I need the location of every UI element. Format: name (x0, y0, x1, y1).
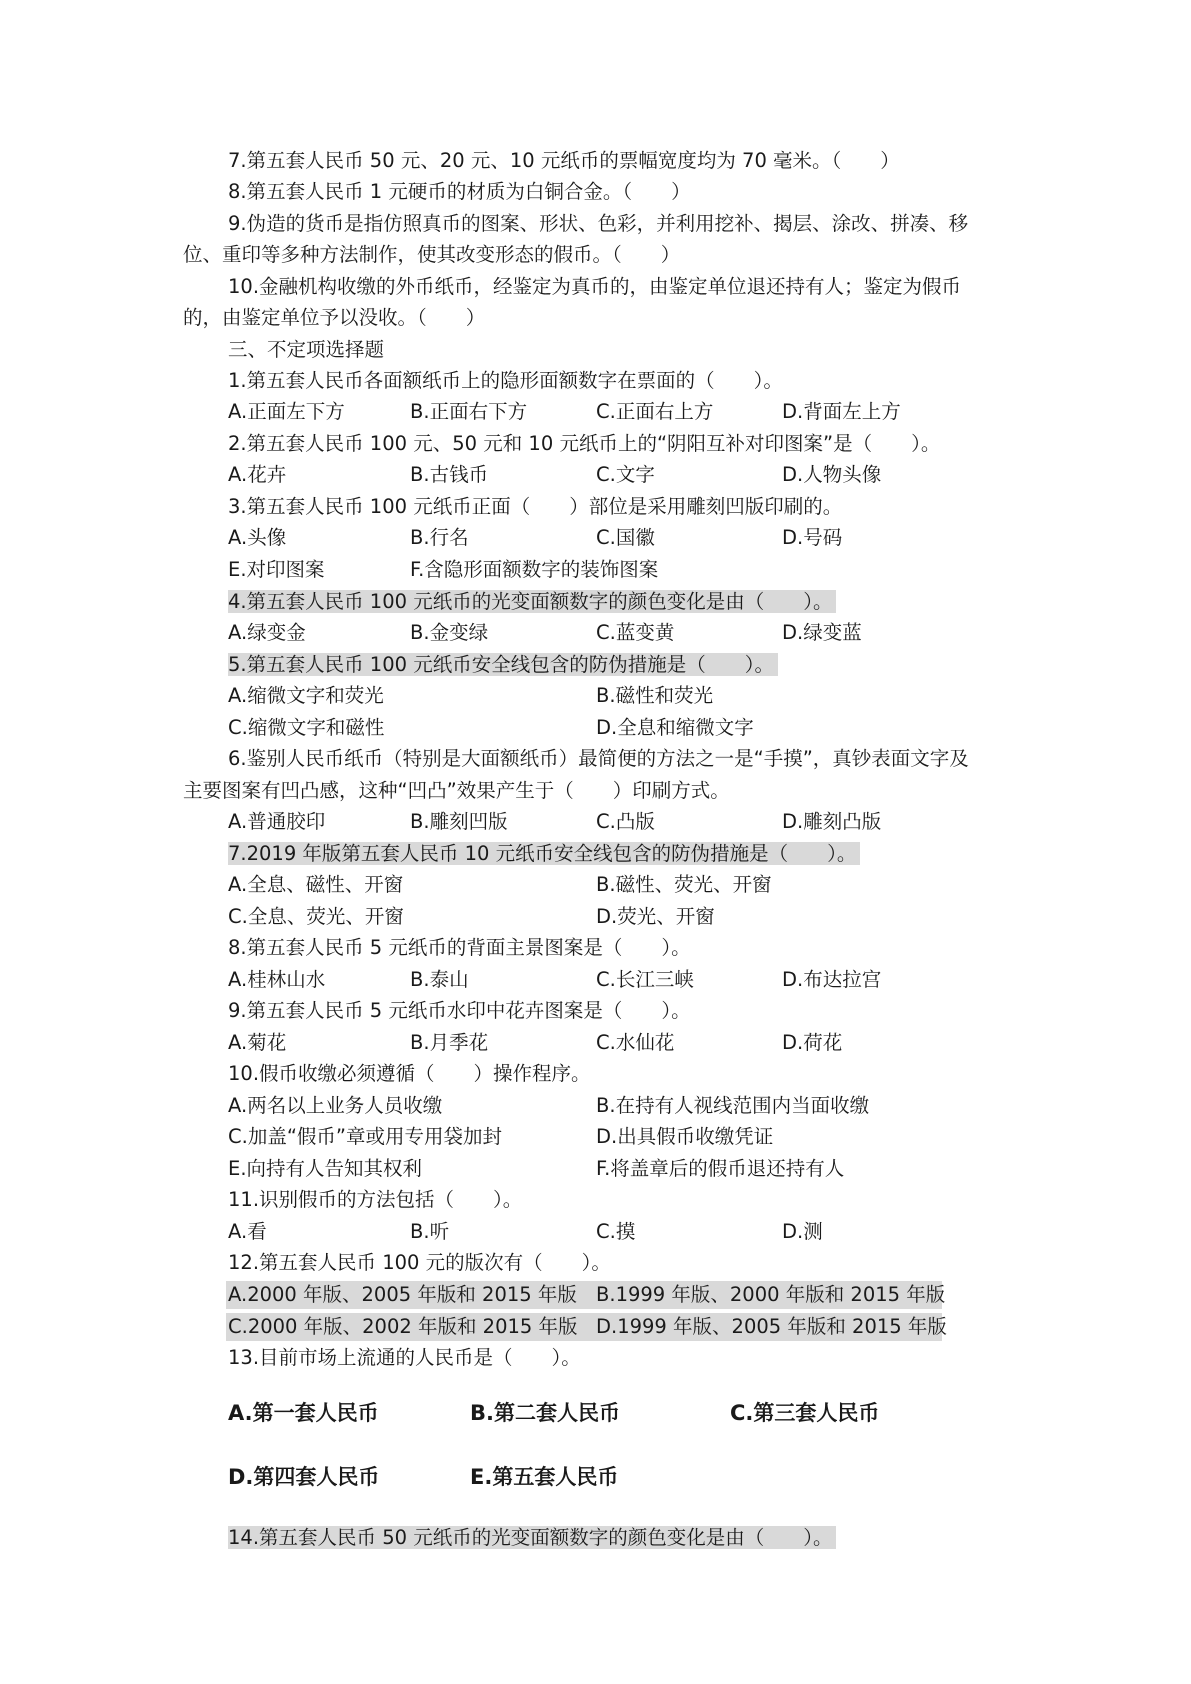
mc-question-3-option-e: E.对印图案 (228, 558, 325, 581)
mc-question-2-stem: 2.第五套人民币 100 元、50 元和 10 元纸币上的“阴阳互补对印图案”是（ ）。 (228, 432, 941, 455)
mc-question-4-stem (228, 587, 836, 617)
mc-question-6-stem-line2: 主要图案有凹凸感，这种“凹凸”效果产生于（ ）印刷方式。 (183, 779, 730, 802)
mc-question-1-option-a: A.正面左下方 (228, 400, 345, 423)
mc-question-2-option-c: C.文字 (596, 463, 655, 486)
tf-question-8: 8.第五套人民币 1 元硬币的材质为白铜合金。（ ） (228, 180, 691, 203)
mc-question-10-option-b: B.在持有人视线范围内当面收缴 (596, 1094, 870, 1117)
mc-question-5-option-a: A.缩微文字和荧光 (228, 684, 384, 707)
mc-question-8-stem: 8.第五套人民币 5 元纸币的背面主景图案是（ ）。 (228, 936, 691, 959)
mc-question-10-option-d: D.出具假币收缴凭证 (596, 1125, 774, 1148)
mc-question-9-option-d: D.荷花 (782, 1031, 843, 1054)
mc-question-6-option-c: C.凸版 (596, 810, 655, 833)
mc-question-2-option-d: D.人物头像 (782, 463, 882, 486)
mc-question-3-option-a: A.头像 (228, 526, 287, 549)
highlight: 4.第五套人民币 100 元纸币的光变面额数字的颜色变化是由（ ）。 (228, 590, 836, 613)
mc-question-10-stem: 10.假币收缴必须遵循（ ）操作程序。 (228, 1062, 591, 1085)
mc-question-1-stem: 1.第五套人民币各面额纸币上的隐形面额数字在票面的（ ）。 (228, 369, 783, 392)
mc-question-12-option-b: B.1999 年版、2000 年版和 2015 年版 (596, 1283, 946, 1306)
mc-question-4-option-b: B.金变绿 (410, 621, 489, 644)
mc-question-10-option-f: F.将盖章后的假币退还持有人 (596, 1157, 845, 1180)
mc-question-2-option-b: B.古钱币 (410, 463, 489, 486)
tf-question-7: 7.第五套人民币 50 元、20 元、10 元纸币的票幅宽度均为 70 毫米。（ ） (228, 149, 900, 172)
mc-question-11-option-d: D.测 (782, 1220, 823, 1243)
mc-question-10-option-a: A.两名以上业务人员收缴 (228, 1094, 443, 1117)
mc-question-6-option-b: B.雕刻凹版 (410, 810, 508, 833)
mc-question-12-option-c: C.2000 年版、2002 年版和 2015 年版 (228, 1315, 578, 1338)
tf-question-10-line2: 的，由鉴定单位予以没收。（ ） (183, 306, 486, 329)
mc-question-13-option-e: E.第五套人民币 (470, 1465, 619, 1489)
mc-question-4-option-a: A.绿变金 (228, 621, 306, 644)
mc-question-9-option-a: A.菊花 (228, 1031, 287, 1054)
mc-question-12-option-a: A.2000 年版、2005 年版和 2015 年版 (228, 1283, 577, 1306)
section-title: 三、不定项选择题 (228, 338, 385, 361)
mc-question-6-stem-line1: 6.鉴别人民币纸币（特别是大面额纸币）最简便的方法之一是“手摸”，真钞表面文字及 (228, 747, 969, 770)
mc-question-3-option-f: F.含隐形面额数字的装饰图案 (410, 558, 659, 581)
mc-question-8-option-a: A.桂林山水 (228, 968, 326, 991)
mc-question-12-stem: 12.第五套人民币 100 元的版次有（ ）。 (228, 1251, 611, 1274)
mc-question-8-option-d: D.布达拉宫 (782, 968, 882, 991)
mc-question-5-option-d: D.全息和缩微文字 (596, 716, 754, 739)
mc-question-13-option-b: B.第二套人民币 (470, 1401, 620, 1425)
mc-question-7-option-a: A.全息、磁性、开窗 (228, 873, 404, 896)
highlight: 7.2019 年版第五套人民币 10 元纸币安全线包含的防伪措施是（ ）。 (228, 842, 860, 865)
highlight: 14.第五套人民币 50 元纸币的光变面额数字的颜色变化是由（ ）。 (228, 1526, 836, 1549)
mc-question-13-option-a: A.第一套人民币 (228, 1401, 379, 1425)
mc-question-1-option-d: D.背面左上方 (782, 400, 901, 423)
mc-question-11-option-c: C.摸 (596, 1220, 636, 1243)
mc-question-7-option-c: C.全息、荧光、开窗 (228, 905, 404, 928)
mc-question-3-stem: 3.第五套人民币 100 元纸币正面（ ）部位是采用雕刻凹版印刷的。 (228, 495, 843, 518)
mc-question-8-option-b: B.泰山 (410, 968, 469, 991)
mc-question-1-option-b: B.正面右下方 (410, 400, 528, 423)
mc-question-5-option-b: B.磁性和荧光 (596, 684, 714, 707)
mc-question-3-option-b: B.行名 (410, 526, 469, 549)
highlight: 5.第五套人民币 100 元纸币安全线包含的防伪措施是（ ）。 (228, 653, 778, 676)
mc-question-10-option-e: E.向持有人告知其权利 (228, 1157, 423, 1180)
mc-question-10-option-c: C.加盖“假币”章或用专用袋加封 (228, 1125, 503, 1148)
mc-question-7-option-d: D.荧光、开窗 (596, 905, 715, 928)
mc-question-11-option-a: A.看 (228, 1220, 267, 1243)
tf-question-9-line1: 9.伪造的货币是指仿照真币的图案、形状、色彩，并利用挖补、揭层、涂改、拼凑、移 (228, 212, 969, 235)
mc-question-11-stem: 11.识别假币的方法包括（ ）。 (228, 1188, 523, 1211)
mc-question-5-stem (228, 650, 778, 680)
mc-question-11-option-b: B.听 (410, 1220, 450, 1243)
mc-question-2-option-a: A.花卉 (228, 463, 287, 486)
mc-question-9-option-b: B.月季花 (410, 1031, 489, 1054)
mc-question-12-option-d: D.1999 年版、2005 年版和 2015 年版 (596, 1315, 947, 1338)
mc-question-5-option-c: C.缩微文字和磁性 (228, 716, 385, 739)
tf-question-9-line2: 位、重印等多种方法制作，使其改变形态的假币。（ ） (183, 243, 681, 266)
mc-question-13-stem: 13.目前市场上流通的人民币是（ ）。 (228, 1346, 581, 1369)
mc-question-7-stem (228, 839, 860, 869)
mc-question-6-option-d: D.雕刻凸版 (782, 810, 882, 833)
mc-question-9-stem: 9.第五套人民币 5 元纸币水印中花卉图案是（ ）。 (228, 999, 691, 1022)
mc-question-3-option-c: C.国徽 (596, 526, 655, 549)
mc-question-1-option-c: C.正面右上方 (596, 400, 714, 423)
mc-question-6-option-a: A.普通胶印 (228, 810, 326, 833)
mc-question-13-option-c: C.第三套人民币 (730, 1401, 880, 1425)
mc-question-3-option-d: D.号码 (782, 526, 843, 549)
mc-question-14-stem (228, 1523, 836, 1553)
mc-question-8-option-c: C.长江三峡 (596, 968, 694, 991)
mc-question-9-option-c: C.水仙花 (596, 1031, 675, 1054)
mc-question-4-option-c: C.蓝变黄 (596, 621, 675, 644)
mc-question-7-option-b: B.磁性、荧光、开窗 (596, 873, 772, 896)
mc-question-4-option-d: D.绿变蓝 (782, 621, 862, 644)
tf-question-10-line1: 10.金融机构收缴的外币纸币，经鉴定为真币的，由鉴定单位退还持有人；鉴定为假币 (228, 275, 962, 298)
mc-question-13-option-d: D.第四套人民币 (228, 1465, 380, 1489)
